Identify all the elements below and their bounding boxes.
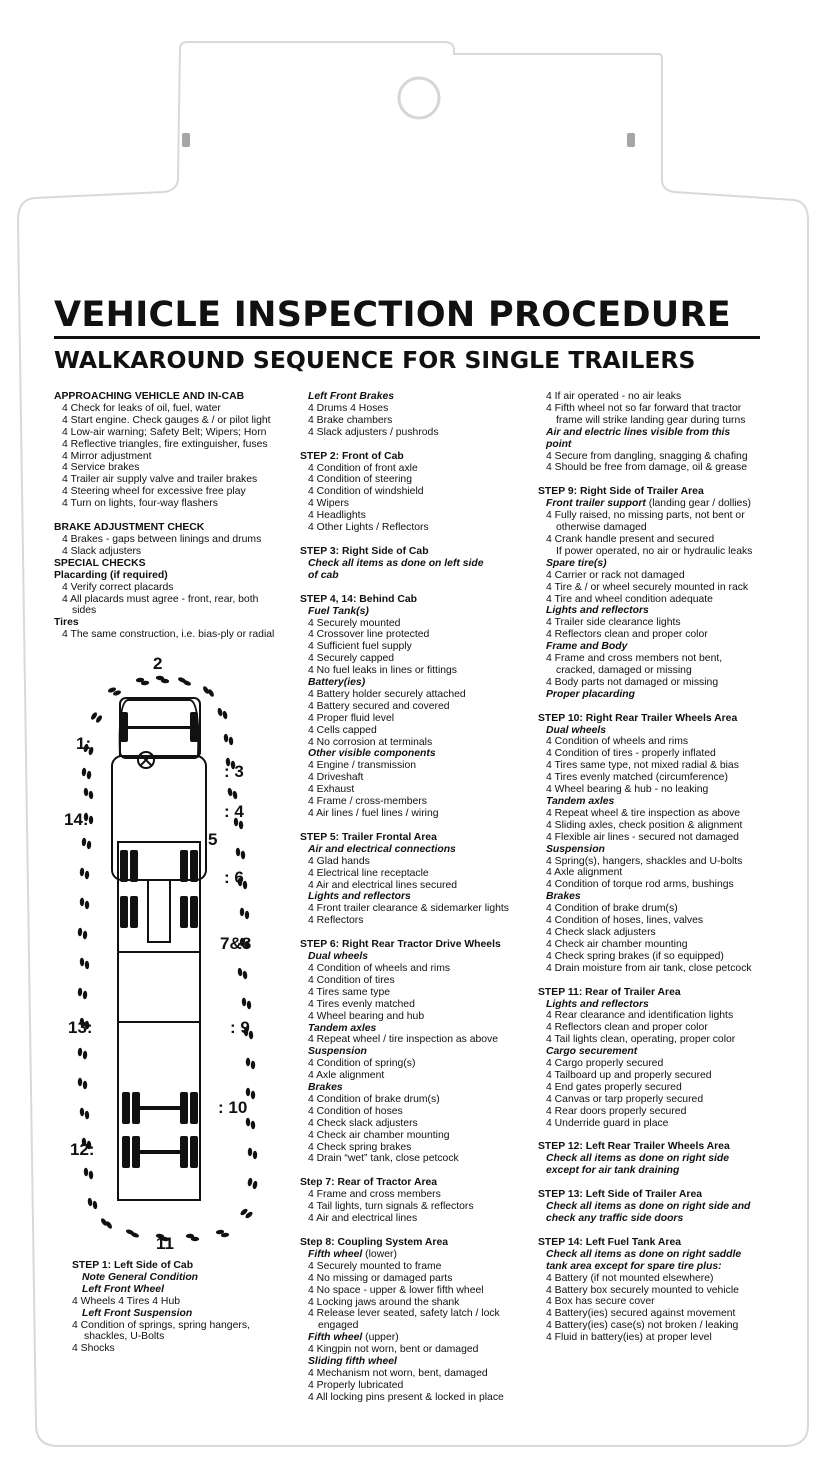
checklist-item: 4 All locking pins present & locked in place <box>308 1391 504 1403</box>
section-heading: STEP 2: Front of Cab <box>300 450 404 462</box>
footstep-mark <box>80 1108 85 1117</box>
checklist-item: 4 Condition of wheels and rims <box>546 736 689 748</box>
step1-line: shackles, U-Bolts <box>84 1331 165 1343</box>
subsection-heading: Lights and reflectors <box>546 998 649 1010</box>
section-heading: STEP 14: Left Fuel Tank Area <box>538 1236 682 1248</box>
checklist-item: 4 No corrosion at terminals <box>308 736 433 748</box>
checklist-item-continuation: engaged <box>318 1320 359 1332</box>
footstep-mark <box>87 1198 92 1207</box>
subsection-heading: Tandem axles <box>308 1022 377 1034</box>
checklist-item: 4 Condition of torque rod arms, bushings <box>546 879 734 891</box>
subsection-heading: Lights and reflectors <box>546 605 649 617</box>
checklist-item: 4 All placards must agree - front, rear, both <box>62 593 259 605</box>
checklist-item: 4 Start engine. Check gauges & / or pilot light <box>62 414 271 426</box>
checklist-item: 4 Electrical line receptacle <box>308 867 429 879</box>
checklist-item: 4 Check spring brakes (if so equipped) <box>546 950 724 962</box>
footstep-mark <box>232 790 238 799</box>
checklist-item: 4 Crank handle present and secured <box>546 533 715 545</box>
subsection-heading: of cab <box>308 569 339 581</box>
footstep-mark <box>89 1171 94 1180</box>
checklist-item: 4 Securely mounted to frame <box>308 1260 442 1272</box>
checklist-section <box>300 832 534 927</box>
checklist-section <box>538 486 774 700</box>
checklist-item: 4 Box has secure cover <box>546 1296 655 1308</box>
checklist-item: 4 Condition of windshield <box>308 486 424 498</box>
checklist-item: 4 Frame and cross members <box>308 1189 441 1201</box>
checklist-item: 4 No space - upper & lower fifth wheel <box>308 1284 484 1296</box>
checklist-item: 4 Condition of brake drum(s) <box>546 903 678 915</box>
subsection-heading: Front trailer support (landing gear / dollies) <box>546 498 751 510</box>
checklist-item: 4 Rear clearance and identification lights <box>546 1010 734 1022</box>
footstep-mark <box>223 734 228 743</box>
footstep-mark <box>85 871 90 880</box>
checklist-item: 4 Tires same type, not mixed radial & bias <box>546 760 739 772</box>
step-label-6: : 6 <box>224 868 244 887</box>
subsection-heading: Dual wheels <box>308 951 369 963</box>
subsection-heading: Check all items as done on right side <box>546 1153 730 1165</box>
checklist-item-continuation: sides <box>72 605 97 617</box>
checklist-item-continuation: otherwise damaged <box>556 522 647 534</box>
subsection-heading: Other visible components <box>308 748 436 760</box>
step-label-4: : 4 <box>224 802 244 821</box>
footstep-mark <box>81 768 86 777</box>
checklist-item: 4 Securely capped <box>308 653 395 665</box>
checklist-item: 4 Drums 4 Hoses <box>308 402 389 414</box>
checklist-section <box>300 1237 534 1404</box>
subsection-heading: tank area except for spare tire plus: <box>546 1260 722 1272</box>
footstep-mark <box>222 710 228 719</box>
footstep-mark <box>241 851 246 860</box>
subsection-heading: Brakes <box>308 1082 343 1094</box>
page-title: VEHICLE INSPECTION PROCEDURE <box>54 295 731 335</box>
footstep-mark <box>78 1078 82 1086</box>
step-label-3: : 3 <box>224 762 244 781</box>
subsection-heading: Battery(ies) <box>308 677 366 689</box>
checklist-item: 4 Brakes - gaps between linings and drums <box>62 533 262 545</box>
section-heading: Step 7: Rear of Tractor Area <box>300 1177 438 1189</box>
checklist-item: 4 Mechanism not worn, bent, damaged <box>308 1367 488 1379</box>
checklist-item: 4 Battery(ies) secured against movement <box>546 1308 736 1320</box>
footstep-mark <box>78 1048 83 1057</box>
checklist-section <box>538 1237 774 1344</box>
checklist-item: 4 Kingpin not worn, bent or damaged <box>308 1344 479 1356</box>
footstep-mark <box>252 1180 258 1189</box>
subsection-heading: Suspension <box>546 843 605 855</box>
footstep-mark <box>245 911 249 919</box>
footstep-mark <box>80 958 85 967</box>
step-label-7-8: 7&8 <box>220 934 252 953</box>
footstep-mark <box>85 961 90 970</box>
checklist-item: 4 Steering wheel for excessive free play <box>62 486 246 498</box>
checklist-item: 4 Canvas or tarp properly secured <box>546 1093 704 1105</box>
subsection-heading: except for air tank draining <box>546 1165 680 1177</box>
subsection-heading: Lights and reflectors <box>308 891 411 903</box>
checklist-item-continuation: If power operated, no air or hydraulic leaks <box>556 545 753 557</box>
checklist-item: 4 Condition of hoses <box>308 1105 403 1117</box>
footstep-mark <box>85 901 89 909</box>
footstep-mark <box>248 1148 252 1156</box>
footstep-mark <box>83 788 88 797</box>
checklist-item: 4 Condition of spring(s) <box>308 1058 416 1070</box>
footstep-mark <box>251 1121 256 1130</box>
checklist-item: 4 Battery secured and covered <box>308 700 450 712</box>
footstep-mark <box>85 1111 90 1120</box>
checklist-item: 4 Battery holder securely attached <box>308 688 466 700</box>
checklist-item: 4 Crossover line protected <box>308 629 430 641</box>
title-underline <box>54 336 760 339</box>
subsection-heading: Fuel Tank(s) <box>308 605 369 617</box>
checklist-item: 4 Trailer side clearance lights <box>546 617 681 629</box>
section-heading: BRAKE ADJUSTMENT CHECK <box>54 522 205 534</box>
footstep-mark <box>227 787 233 796</box>
section-heading: APPROACHING VEHICLE AND IN-CAB <box>54 391 245 402</box>
checklist-item: 4 Reflective triangles, fire extinguisher, fuses <box>62 438 268 450</box>
footstep-mark <box>251 1061 255 1069</box>
checklist-item: 4 Fluid in battery(ies) at proper level <box>546 1332 712 1344</box>
footstep-mark <box>247 1001 252 1010</box>
checklist-item: 4 Securely mounted <box>308 617 401 629</box>
checklist-item: 4 Check spring brakes <box>308 1141 412 1153</box>
checklist-item: 4 Reflectors clean and proper color <box>546 629 708 641</box>
checklist-item: 4 Condition of front axle <box>308 462 418 474</box>
checklist-item: 4 No missing or damaged parts <box>308 1272 453 1284</box>
subsection-heading: Sliding fifth wheel <box>308 1356 397 1368</box>
checklist-item: 4 Condition of tires - properly inflated <box>546 748 716 760</box>
step-label-5: 5 <box>208 830 218 849</box>
subsection-heading: Suspension <box>308 1046 367 1058</box>
walkaround-diagram <box>60 652 280 1260</box>
checklist-item: 4 Slack adjusters / pushrods <box>308 426 439 438</box>
subsection-heading: Tandem axles <box>546 796 615 807</box>
checklist-item: 4 Axle alignment <box>546 867 623 879</box>
checklist-item: 4 Repeat wheel & tire inspection as above <box>546 807 741 819</box>
step1-line: 4 Wheels 4 Tires 4 Hub <box>72 1295 180 1307</box>
subsection-heading: Fifth wheel (lower) <box>308 1248 397 1260</box>
step-label-9: : 9 <box>230 1018 250 1037</box>
checklist-item: 4 Battery box securely mounted to vehicle <box>546 1284 739 1296</box>
checklist-section <box>54 391 294 510</box>
section-heading: STEP 11: Rear of Trailer Area <box>538 986 681 998</box>
checklist-item: 4 Driveshaft <box>308 772 364 784</box>
checklist-item: 4 Body parts not damaged or missing <box>546 676 719 688</box>
step1-line: Note General Condition <box>82 1271 199 1283</box>
footstep-mark <box>83 991 88 1000</box>
footstep-mark <box>83 1051 88 1060</box>
footstep-mark <box>246 1058 250 1066</box>
checklist-item: 4 Secure from dangling, snagging & chafing <box>546 450 748 462</box>
checklist-item: 4 Repeat wheel / tire inspection as above <box>308 1034 499 1046</box>
checklist-item: 4 Front trailer clearance & sidemarker lights <box>308 903 509 915</box>
checklist-item: 4 Wipers <box>308 498 349 510</box>
subsection-heading: Frame and Body <box>546 641 628 653</box>
section-heading: STEP 10: Right Rear Trailer Wheels Area <box>538 712 738 724</box>
footstep-mark <box>89 816 93 824</box>
checklist-section <box>538 391 774 474</box>
footstep-mark <box>217 707 223 716</box>
checklist-item: 4 Air lines / fuel lines / wiring <box>308 808 439 819</box>
checklist-section <box>300 546 534 582</box>
truck-diagram <box>60 652 280 1260</box>
checklist-item: 4 Glad hands <box>308 855 370 867</box>
checklist-item: 4 Other Lights / Reflectors <box>308 522 429 534</box>
footstep-mark <box>253 1151 257 1159</box>
checklist-item: 4 Condition of wheels and rims <box>308 962 451 974</box>
step1-line: Left Front Wheel <box>82 1283 164 1295</box>
checklist-item: 4 Mirror adjustment <box>62 450 152 462</box>
footstep-mark <box>191 1237 199 1241</box>
checklist-item: 4 Battery(ies) case(s) not broken / leaking <box>546 1320 739 1332</box>
footstep-mark <box>80 868 85 877</box>
checklist-item: 4 Tail lights clean, operating, proper color <box>546 1034 736 1046</box>
checklist-section <box>538 713 774 975</box>
step-label-11: 11 <box>156 1234 174 1253</box>
checklist-item: 4 Condition of brake drum(s) <box>308 1093 440 1105</box>
checklist-section <box>300 594 534 820</box>
footstep-mark <box>246 1088 250 1096</box>
checklist-item: 4 Service brakes <box>62 462 140 474</box>
checklist-item: 4 Battery (if not mounted elsewhere) <box>546 1272 714 1284</box>
subsection-heading: Check all items as done on right side and <box>546 1201 751 1213</box>
subsection-heading: Cargo securement <box>546 1046 638 1058</box>
checklist-item: 4 Slack adjusters <box>62 545 142 557</box>
footstep-mark <box>228 737 233 746</box>
subsection-heading: point <box>546 438 572 450</box>
footstep-mark <box>83 931 88 940</box>
footstep-mark <box>237 968 242 977</box>
subsection-heading: Dual wheels <box>546 724 607 736</box>
step-label-12: 12: <box>70 1140 95 1159</box>
subsection-heading: Placarding (if required) <box>54 569 168 581</box>
checklist-item: 4 Low-air warning; Safety Belt; Wipers; Horn <box>62 426 267 438</box>
section-heading: STEP 13: Left Side of Trailer Area <box>538 1189 702 1201</box>
checklist-item: 4 Cargo properly secured <box>546 1058 664 1070</box>
footstep-mark <box>83 1081 87 1089</box>
checklist-item: 4 Wheel bearing and hub <box>308 1010 425 1022</box>
page-subtitle: WALKAROUND SEQUENCE FOR SINGLE TRAILERS <box>54 346 696 374</box>
checklist-item: 4 Verify correct placards <box>62 581 174 593</box>
footstep-mark <box>80 898 84 906</box>
checklist-item: 4 Cells capped <box>308 724 377 736</box>
checklist-item-continuation: cracked, damaged or missing <box>556 664 692 676</box>
section-heading: Step 8: Coupling System Area <box>300 1237 449 1248</box>
checklist-item: 4 Wheel bearing & hub - no leaking <box>546 784 709 796</box>
checklist-item: 4 Check air chamber mounting <box>546 938 688 950</box>
step1-line: 4 Condition of springs, spring hangers, <box>72 1319 250 1331</box>
checklist-item: 4 Tires same type <box>308 986 391 998</box>
subsection-heading: Fifth wheel (upper) <box>308 1332 399 1344</box>
step-label-2: 2 <box>153 654 163 673</box>
step-label-10: : 10 <box>218 1098 248 1117</box>
step1-section <box>72 1260 250 1355</box>
checklist-item: 4 If air operated - no air leaks <box>546 391 682 402</box>
subsection-heading: Air and electrical connections <box>308 843 456 855</box>
footstep-mark <box>251 1091 255 1099</box>
checklist-item: 4 The same construction, i.e. bias-ply or radial <box>62 629 275 641</box>
footstep-mark <box>78 928 83 937</box>
checklist-item: 4 Headlights <box>308 510 366 522</box>
checklist-section <box>538 1141 774 1177</box>
checklist-item: 4 Tires evenly matched (circumference) <box>546 772 728 784</box>
checklist-item: 4 Turn on lights, four-way flashers <box>62 498 218 510</box>
checklist-item: 4 Check slack adjusters <box>308 1117 418 1129</box>
section-heading: STEP 12: Left Rear Trailer Wheels Area <box>538 1141 730 1153</box>
checklist-item-continuation: frame will strike landing gear during turns <box>556 414 746 426</box>
checklist-item: 4 No fuel leaks in lines or fittings <box>308 665 458 677</box>
checklist-item: 4 Reflectors clean and proper color <box>546 1022 708 1034</box>
step1-heading: STEP 1: Left Side of Cab <box>72 1260 194 1271</box>
column-middle <box>300 391 534 1416</box>
section-heading: STEP 4, 14: Behind Cab <box>300 593 418 605</box>
checklist-section <box>54 522 294 641</box>
subsection-heading: check any traffic side doors <box>546 1213 684 1224</box>
checklist-item: 4 Frame and cross members not bent, <box>546 653 723 665</box>
checklist-section <box>538 1189 774 1225</box>
checklist-item: 4 Trailer air supply valve and trailer brakes <box>62 474 258 486</box>
checklist-section <box>300 939 534 1165</box>
checklist-item: 4 Axle alignment <box>308 1070 385 1082</box>
checklist-item: 4 Carrier or rack not damaged <box>546 569 685 581</box>
footstep-mark <box>240 908 244 916</box>
footstep-mark <box>86 841 91 850</box>
checklist-item: 4 Air and electrical lines <box>308 1213 418 1225</box>
checklist-item: 4 Fully raised, no missing parts, not bent or <box>546 510 745 522</box>
checklist-item: 4 Check air chamber mounting <box>308 1129 450 1141</box>
checklist-item: 4 Sliding axles, check position & alignment <box>546 819 743 831</box>
checklist-item: 4 Properly lubricated <box>308 1379 404 1391</box>
checklist-item: 4 Exhaust <box>308 784 355 796</box>
checklist-section <box>300 1177 534 1225</box>
checklist-item: 4 Proper fluid level <box>308 712 395 724</box>
checklist-item: 4 Should be free from damage, oil & grease <box>546 462 748 474</box>
checklist-item: 4 End gates properly secured <box>546 1081 682 1093</box>
subsection-heading: Check all items as done on right saddle <box>546 1248 742 1260</box>
checklist-item: 4 Flexible air lines - secured not damaged <box>546 831 739 843</box>
checklist-item: 4 Check for leaks of oil, fuel, water <box>62 402 221 414</box>
subsection-heading: Air and electric lines visible from this <box>546 426 731 438</box>
checklist-item: 4 Fifth wheel not so far forward that tractor <box>546 402 742 414</box>
column-left <box>54 391 294 653</box>
footstep-mark <box>92 1201 97 1210</box>
footstep-mark <box>84 1168 89 1177</box>
checklist-item: 4 Tire & / or wheel securely mounted in rack <box>546 581 749 593</box>
subsection-heading: SPECIAL CHECKS <box>54 557 146 569</box>
checklist-item: 4 Spring(s), hangers, shackles and U-bolts <box>546 855 743 867</box>
footstep-mark <box>246 1118 251 1127</box>
checklist-section <box>538 987 774 1130</box>
checklist-item: 4 Engine / transmission <box>308 760 417 772</box>
footstep-mark <box>78 988 83 997</box>
column-right <box>538 391 774 1356</box>
footstep-mark <box>236 848 241 857</box>
checklist-item: 4 Rear doors properly secured <box>546 1105 687 1117</box>
checklist-item: 4 Drain moisture from air tank, close petcock <box>546 962 752 974</box>
checklist-item: 4 Tailboard up and properly secured <box>546 1069 712 1081</box>
checklist-item: 4 Condition of tires <box>308 974 395 986</box>
subsection-heading: Proper placarding <box>546 688 635 700</box>
checklist-item: 4 Frame / cross-members <box>308 796 427 808</box>
step1-line: Left Front Suspension <box>82 1307 193 1319</box>
step-label-14: 14: <box>64 810 89 829</box>
checklist-item: 4 Tail lights, turn signals & reflectors <box>308 1201 474 1213</box>
checklist-item: 4 Tire and wheel condition adequate <box>546 593 713 605</box>
checklist-item: 4 Brake chambers <box>308 414 393 426</box>
footstep-mark <box>86 771 91 780</box>
footstep-mark <box>242 971 247 980</box>
subsection-heading: Tires <box>54 617 79 629</box>
subsection-heading: Spare tire(s) <box>546 557 607 569</box>
checklist-item: 4 Sufficient fuel supply <box>308 641 412 653</box>
footstep-mark <box>247 1177 253 1186</box>
checklist-section <box>300 451 534 534</box>
footstep-mark <box>81 838 86 847</box>
section-heading: STEP 5: Trailer Frontal Area <box>300 831 437 843</box>
checklist-section <box>300 391 534 439</box>
footstep-mark <box>242 998 247 1007</box>
checklist-item: 4 Reflectors <box>308 915 364 927</box>
checklist-item: 4 Air and electrical lines secured <box>308 879 458 891</box>
checklist-item: 4 Condition of hoses, lines, valves <box>546 915 704 927</box>
section-heading: STEP 9: Right Side of Trailer Area <box>538 486 704 498</box>
step1-line: 4 Shocks <box>72 1343 115 1355</box>
step-label-13: 13: <box>68 1018 93 1037</box>
section-heading: STEP 6: Right Rear Tractor Drive Wheels <box>300 939 501 951</box>
checklist-item: 4 Drain “wet” tank, close petcock <box>308 1153 459 1165</box>
step-label-1: 1: <box>76 734 92 753</box>
footstep-mark <box>88 791 93 800</box>
checklist-item: 4 Locking jaws around the shank <box>308 1296 460 1308</box>
checklist-item: 4 Condition of steering <box>308 474 412 486</box>
subsection-heading: Brakes <box>546 891 581 903</box>
checklist-item: 4 Check slack adjusters <box>546 926 656 938</box>
checklist-item: 4 Underride guard in place <box>546 1117 669 1129</box>
subsection-heading: Left Front Brakes <box>308 391 395 402</box>
checklist-item: 4 Tires evenly matched <box>308 998 415 1010</box>
subsection-heading: Check all items as done on left side <box>308 557 484 569</box>
section-heading: STEP 3: Right Side of Cab <box>300 545 429 557</box>
checklist-item: 4 Release lever seated, safety latch / lock <box>308 1308 500 1320</box>
